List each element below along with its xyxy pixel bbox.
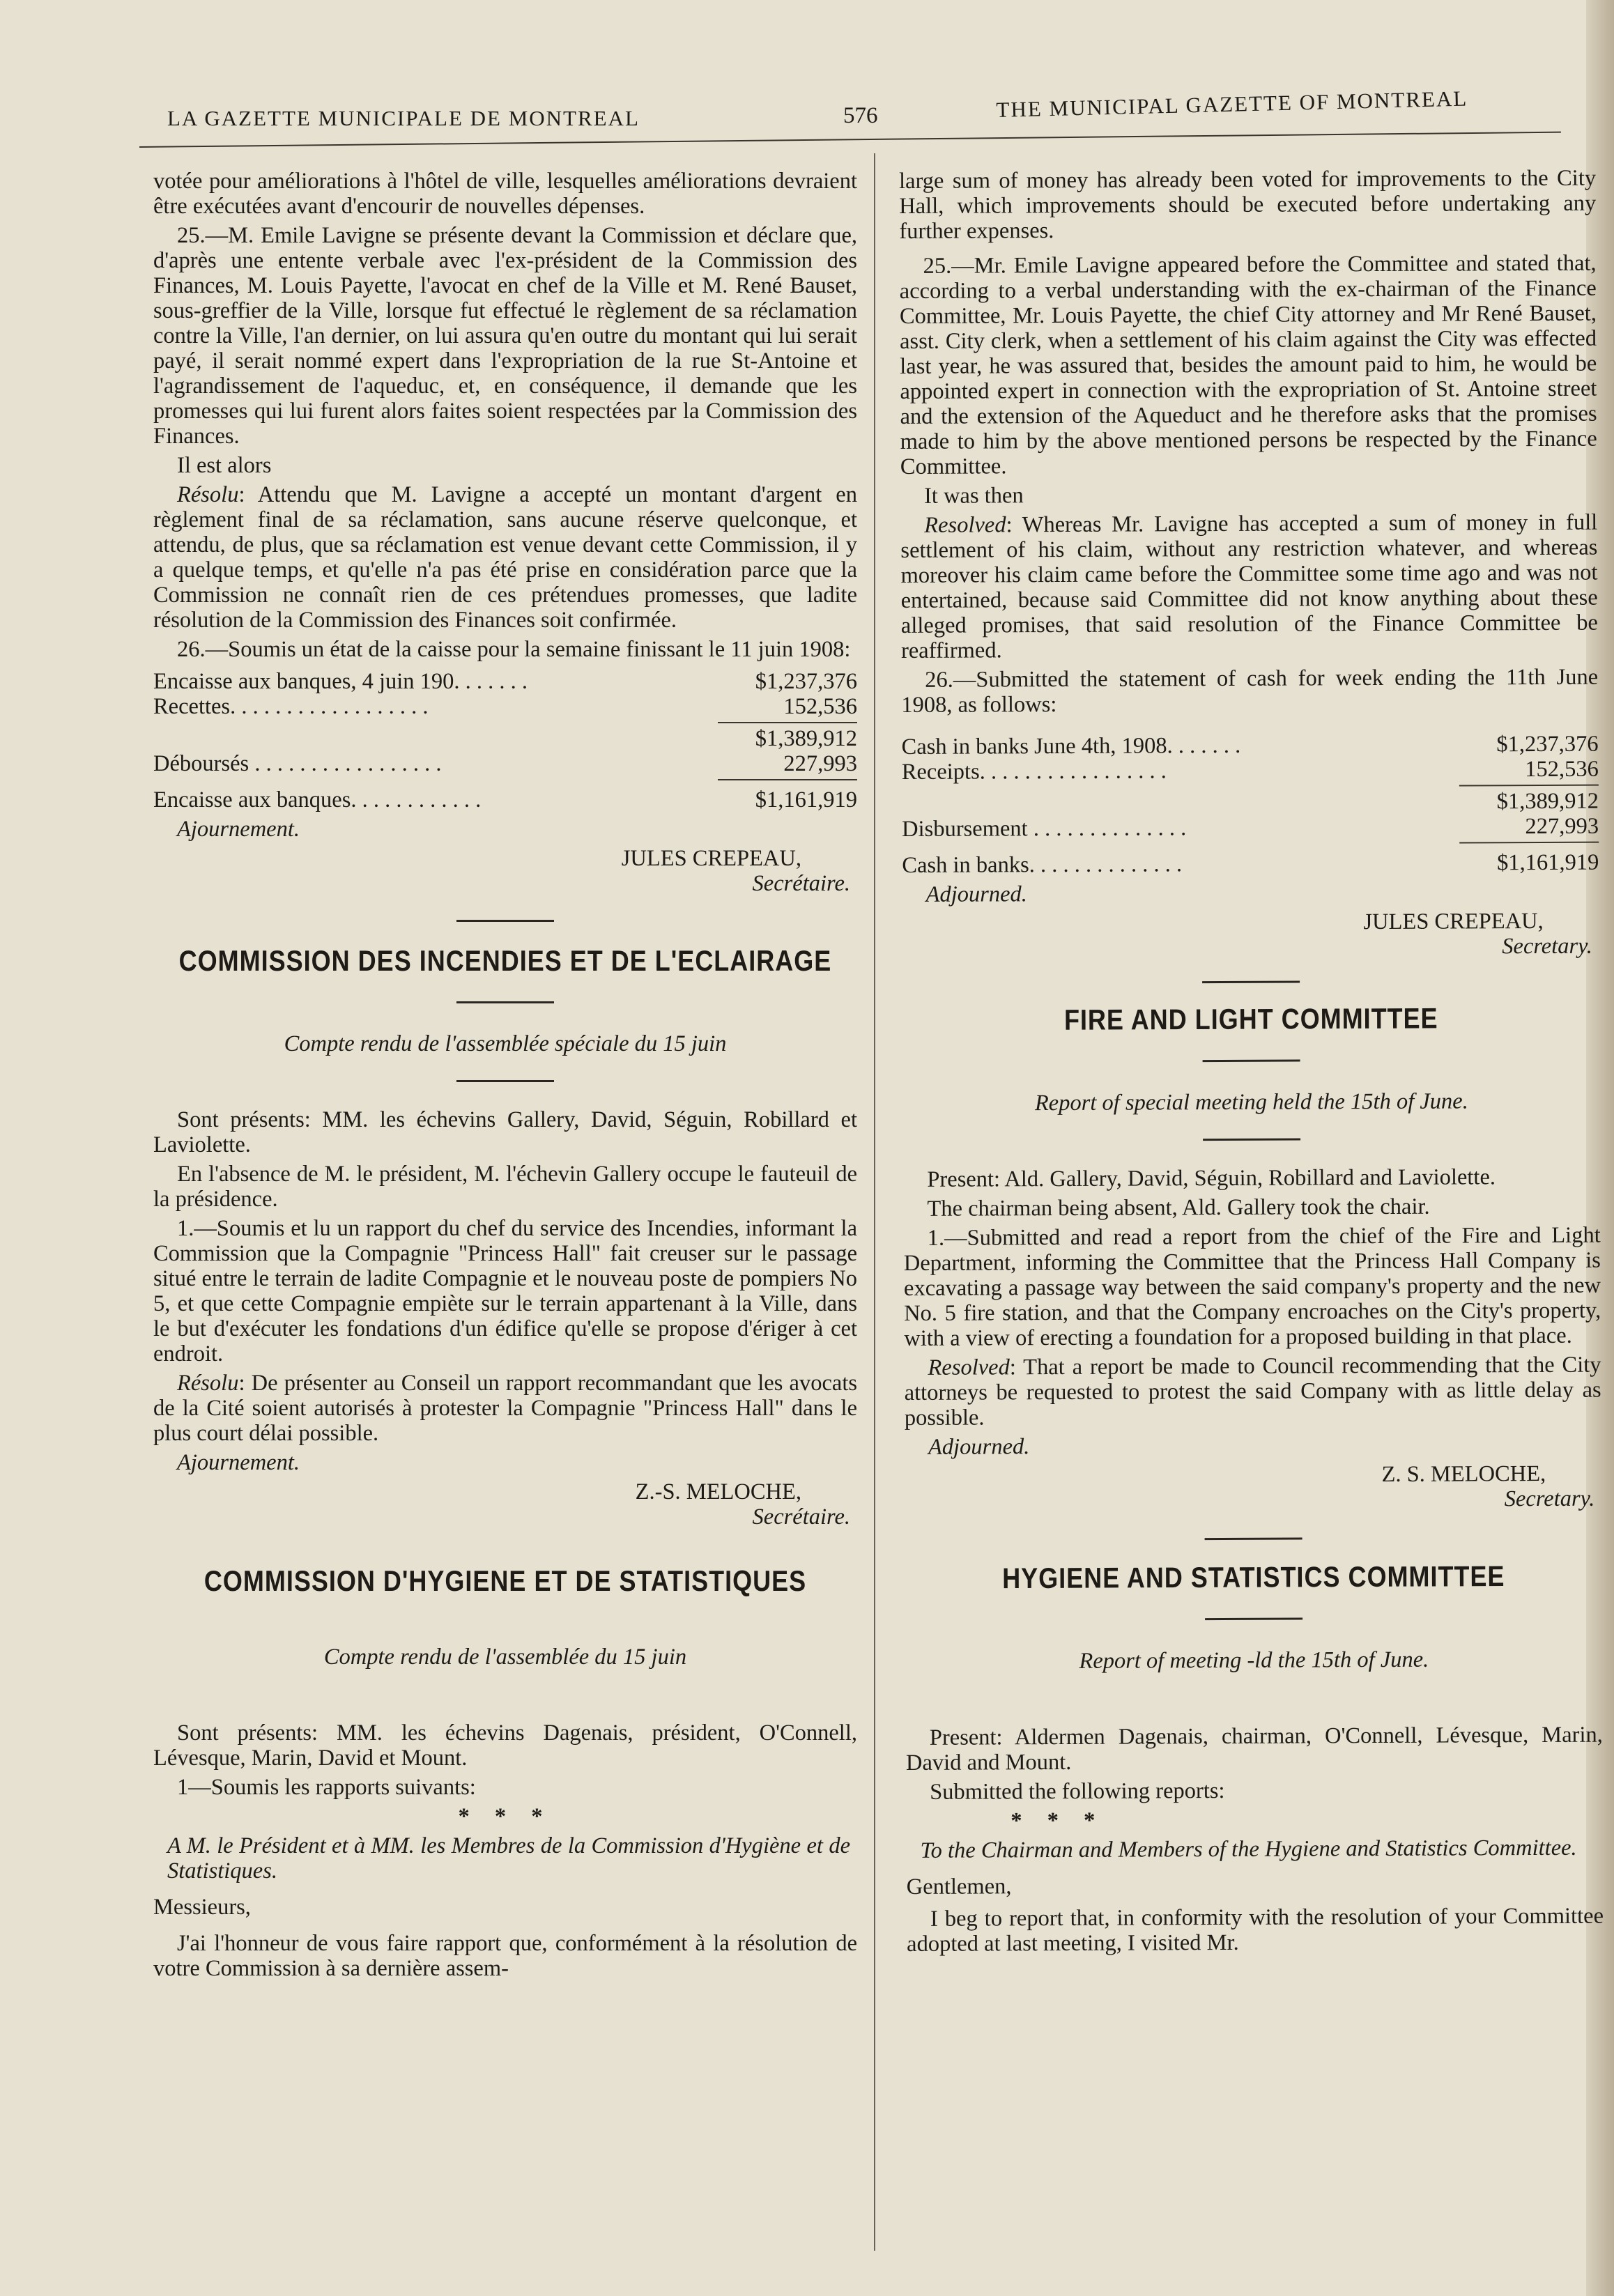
- cash-row: [902, 732, 1599, 760]
- section-divider: [1205, 1617, 1302, 1620]
- signature-title: Secretary.: [1504, 1486, 1595, 1512]
- cash-row: [902, 814, 1599, 842]
- signature-name: JULES CREPEAU,: [1363, 908, 1544, 935]
- section-divider: [1203, 1060, 1300, 1063]
- resolution-label: Résolu: [177, 482, 239, 507]
- separator-stars: * * *: [1010, 1808, 1105, 1834]
- section-divider: [456, 1001, 554, 1003]
- signature-title: Secretary.: [1502, 933, 1592, 960]
- paragraph: En l'absence de M. le président, M. l'échevin Gallery occupe le fauteuil de la présidence.: [153, 1162, 857, 1212]
- paragraph: 1—Soumis les rapports suivants:: [177, 1775, 476, 1800]
- cash-amount: $1,161,919: [1497, 849, 1599, 876]
- paragraph: Present: Aldermen Dagenais, chairman, O'Connell, Lévesque, Marin, David and Mount.: [905, 1722, 1603, 1775]
- paragraph-item-25: 25.—Mr. Emile Lavigne appeared before the Committee and stated that, according to a verbal understanding with the ex-chairman of the Finance Committee, Mr. Louis Payette, the chief City attorney and Mr René Bauset, asst. City clerk, when a settlement of his claim against the City was effected last year, he was assured that, besides the amount paid to him, he would be appointed expert in connection with the expropriation of St. Antoine street and the extension of the Aqueduct and he therefore asks that the promises made to him by the above mentioned persons be respected by the Finance Committee.: [899, 250, 1597, 479]
- signature-name: Z.-S. MELOCHE,: [635, 1479, 801, 1504]
- paragraph: 1.—Soumis et lu un rapport du chef du service des Incendies, informant la Commission que la Compagnie "Princess Hall" fait creuser sur le passage situé entre le terrain de ladite Compagnie et le nouveau poste de pompiers No 5, et que cette Compagnie empiète sur le terrain appartenant à la Ville, dans le but d'exécuter les fondations d'un édifice qu'elle se propose d'ériger à cet endroit.: [153, 1216, 857, 1366]
- resolution-text: : De présenter au Conseil un rapport recommandant que les avocats de la Cité soient autorisés à protester la Compagnie "Princess Hall" dans le plus court délai possible.: [153, 1371, 857, 1446]
- signature-name: Z. S. MELOCHE,: [1381, 1461, 1546, 1487]
- cash-amount: 227,993: [783, 751, 857, 776]
- section-title-fire-light: FIRE AND LIGHT COMMITTEE: [1063, 1001, 1438, 1036]
- cash-subtotal: $1,389,912: [755, 726, 857, 751]
- paragraph: Il est alors: [177, 453, 272, 478]
- section-divider: [1203, 1138, 1300, 1141]
- paragraph: Sont présents: MM. les échevins Dagenais, président, O'Connell, Lévesque, Marin, David et Mount.: [153, 1720, 857, 1771]
- cash-row: [902, 757, 1599, 785]
- cash-label: Receipts. . . . . . . . . . . . . . . . .: [901, 758, 1167, 785]
- section-divider: [456, 1690, 554, 1693]
- cash-label: Encaisse aux banques, 4 juin 190. . . . . . .: [153, 669, 528, 694]
- sum-rule: [1459, 842, 1599, 844]
- separator-stars: * * *: [458, 1804, 553, 1829]
- cash-row: [153, 751, 857, 776]
- cash-subtotal: $1,389,912: [1496, 788, 1599, 815]
- cash-label: Recettes. . . . . . . . . . . . . . . . . .: [153, 694, 429, 719]
- resolution-paragraph: [900, 510, 1598, 663]
- paragraph-item-26: 26.—Soumis un état de la caisse pour la semaine finissant le 11 juin 1908:: [177, 637, 851, 662]
- sum-rule: [718, 779, 857, 780]
- header-english-title: THE MUNICIPAL GAZETTE OF MONTREAL: [996, 86, 1468, 123]
- cash-label: Déboursés . . . . . . . . . . . . . . . . .: [153, 751, 442, 776]
- paragraph: Submitted the following reports:: [930, 1778, 1225, 1805]
- resolution-text: : Whereas Mr. Lavigne has accepted a sum of money in full settlement of his claim, without any restriction whatever, and whereas moreover his claim came before the Committee some time ago and was not entertained, because said Committee did not know anything about these alleged promises, that said resolution of the Finance Committee be reaffirmed.: [900, 509, 1598, 663]
- cash-label: Encaisse aux banques. . . . . . . . . . . .: [153, 787, 482, 812]
- section-title-fire-light: COMMISSION DES INCENDIES ET DE L'ECLAIRAGE: [178, 943, 832, 977]
- paragraph: votée pour améliorations à l'hôtel de ville, lesquelles améliorations devraient être exécutées avant d'encourir de nouvelles dépenses.: [153, 169, 857, 219]
- section-divider: [1206, 1693, 1303, 1696]
- cash-label: Disbursement . . . . . . . . . . . . . .: [902, 815, 1187, 842]
- french-column: [153, 169, 857, 1985]
- section-divider: [1202, 981, 1300, 984]
- paragraph: Sont présents: MM. les échevins Gallery, David, Séguin, Robillard et Laviolette.: [153, 1107, 857, 1157]
- paragraph: It was then: [923, 483, 1024, 509]
- adjournment: Ajournement.: [177, 817, 300, 842]
- paragraph: The chairman being absent, Ald. Gallery took the chair.: [927, 1194, 1430, 1222]
- signature-title: Secrétaire.: [752, 1504, 850, 1530]
- cash-label: Cash in banks. . . . . . . . . . . . . .: [902, 852, 1183, 878]
- resolution-paragraph: [904, 1353, 1601, 1431]
- adjournment: Adjourned.: [925, 881, 1027, 907]
- cash-amount: $1,161,919: [755, 787, 857, 812]
- resolution-label: Resolved: [928, 1355, 1010, 1380]
- cash-row: [153, 726, 857, 751]
- paragraph: large sum of money has already been voted for improvements to the City Hall, which improvements should be executed before undertaking any further expenses.: [899, 165, 1597, 244]
- salutation: Gentlemen,: [906, 1874, 1012, 1900]
- cash-row: [153, 694, 857, 719]
- meeting-subheading: Compte rendu de l'assemblée du 15 juin: [323, 1644, 687, 1670]
- section-title-hygiene: COMMISSION D'HYGIENE ET DE STATISTIQUES: [203, 1564, 807, 1597]
- cash-amount: 152,536: [783, 694, 857, 719]
- paragraph: Present: Ald. Gallery, David, Séguin, Robillard and Laviolette.: [927, 1164, 1496, 1192]
- meeting-subheading: Report of meeting -ld the 15th of June.: [1079, 1647, 1429, 1674]
- cash-amount: 152,536: [1525, 756, 1599, 783]
- section-divider: [456, 920, 554, 922]
- adjournment: Ajournement.: [177, 1450, 300, 1475]
- resolution-text: : That a report be made to Council recommending that the City attorneys be requested to protest the said Company with as little delay as possible.: [904, 1352, 1601, 1431]
- section-divider: [456, 1621, 554, 1624]
- section-divider: [1205, 1537, 1302, 1540]
- signature-title: Secrétaire.: [752, 871, 850, 896]
- paragraph: 1.—Submitted and read a report from the chief of the Fire and Light Department, informing the Committee that the Princess Hall Company is excavating a passage way between the said company's property and the new No. 5 fire station, and that the Company encroaches on the City's property, with a view of erecting a foundation for a proposed building in that place.: [903, 1222, 1601, 1351]
- sum-rule: [1459, 785, 1599, 787]
- paragraph: I beg to report that, in conformity with the resolution of your Committee adopted at last meeting, I visited Mr.: [907, 1903, 1604, 1957]
- meeting-subheading: Report of special meeting held the 15th of June.: [1034, 1088, 1468, 1116]
- sum-rule: [718, 722, 857, 723]
- resolution-paragraph: [153, 1371, 857, 1446]
- cash-amount: $1,237,376: [755, 669, 857, 694]
- salutation: Messieurs,: [153, 1895, 251, 1920]
- paragraph-item-26: 26.—Submitted the statement of cash for week ending the 11th June 1908, as follows:: [901, 664, 1599, 718]
- resolution-paragraph: [153, 482, 857, 633]
- cash-row: [902, 850, 1599, 878]
- header-french-title: LA GAZETTE MUNICIPALE DE MONTREAL: [167, 106, 640, 130]
- cash-label: Cash in banks June 4th, 1908. . . . . . .: [901, 732, 1241, 760]
- signature-name: JULES CREPEAU,: [621, 846, 801, 871]
- address-line: To the Chairman and Members of the Hygiene and Statistics Committee.: [920, 1835, 1577, 1863]
- resolution-label: Résolu: [177, 1371, 239, 1396]
- paragraph-item-25: 25.—M. Emile Lavigne se présente devant la Commission et déclare que, d'après une entente verbale avec l'ex-président de la Commission des Finances, M. Louis Payette, l'avocat en chef de la Ville et M. René Bauset, sous-greffier de la Ville, lorsque fut effectué le règlement de sa réclamation contre la Ville, l'an dernier, on lui assura qu'en outre du montant qui lui serait payé, il serait nommé expert dans l'expropriation de la rue St-Antoine et l'agrandissement de l'aqueduc, et, en conséquence, il demande que les promesses qui lui furent alors faites soient respectées par la Commission des Finances.: [153, 223, 857, 449]
- address-line: A M. le Président et à MM. les Membres de la Commission d'Hygiène et de Statistiques.: [167, 1833, 850, 1883]
- page-number: 576: [843, 103, 878, 128]
- resolution-text: : Attendu que M. Lavigne a accepté un montant d'argent en règlement final de sa réclamation, sans aucune réserve quelconque, et attendu, de plus, que sa réclamation est venue devant cette Commission, il y a quelque temps, et qu'elle n'a pas été prise en considération parce que la Commission ne connaît rien de ces prétendues promesses, que ladite résolution de la Commission des Finances soit confirmée.: [153, 482, 857, 633]
- meeting-subheading: Compte rendu de l'assemblée spéciale du 15 juin: [284, 1031, 727, 1056]
- cash-row: [153, 669, 857, 694]
- column-divider: [874, 153, 875, 2251]
- paragraph: J'ai l'honneur de vous faire rapport que, conformément à la résolution de votre Commission à sa dernière assem-: [153, 1931, 857, 1981]
- english-column: [899, 166, 1604, 1961]
- section-title-hygiene: HYGIENE AND STATISTICS COMMITTEE: [1002, 1559, 1505, 1595]
- cash-row: [153, 787, 857, 812]
- resolution-label: Resolved: [924, 512, 1006, 538]
- cash-row: [902, 789, 1599, 817]
- cash-statement: [902, 732, 1599, 878]
- cash-amount: $1,237,376: [1496, 731, 1599, 757]
- adjournment: Adjourned.: [928, 1434, 1030, 1460]
- cash-amount: 227,993: [1525, 813, 1599, 840]
- section-divider: [456, 1080, 554, 1082]
- cash-statement: [153, 669, 857, 812]
